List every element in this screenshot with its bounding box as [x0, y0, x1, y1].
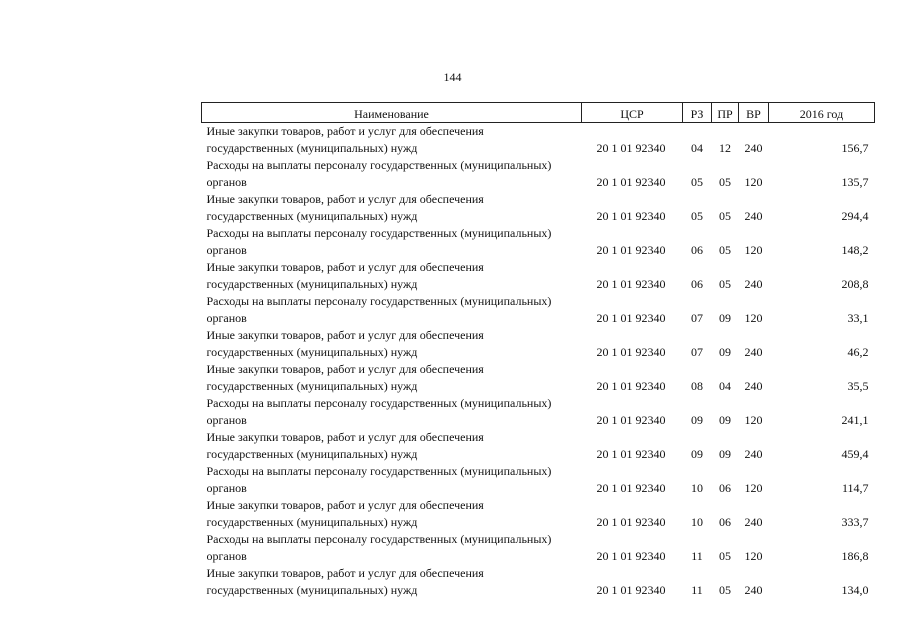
- table-row: [202, 497, 875, 531]
- row-name-cell: [202, 327, 582, 361]
- row-name-line2: государственных (муниципальных) нужд: [206, 141, 418, 155]
- table-row: [202, 463, 875, 497]
- row-name-cell: [202, 531, 582, 565]
- row-rz: 06: [691, 277, 703, 291]
- row-value: 208,8: [841, 277, 869, 291]
- table-row: [202, 123, 875, 158]
- row-csr: 20 1 01 92340: [596, 379, 666, 393]
- row-value: 114,7: [841, 481, 869, 495]
- row-vr: 120: [744, 175, 763, 189]
- row-pr: 06: [719, 481, 731, 495]
- budget-table-container: [201, 102, 874, 599]
- row-rz: 11: [691, 549, 703, 563]
- row-pr: 05: [719, 209, 731, 223]
- row-vr: 240: [744, 379, 763, 393]
- row-name-cell: [202, 157, 582, 191]
- row-rz: 04: [691, 141, 703, 155]
- row-name-line1: Иные закупки товаров, работ и услуг для обеспечения: [206, 124, 484, 138]
- row-name-line1: Иные закупки товаров, работ и услуг для обеспечения: [206, 362, 484, 376]
- row-name-line2: государственных (муниципальных) нужд: [206, 209, 418, 223]
- row-rz: 09: [691, 413, 703, 427]
- row-value: 186,8: [841, 549, 869, 563]
- row-name-cell: [202, 259, 582, 293]
- row-vr: 120: [744, 311, 763, 325]
- row-vr: 240: [744, 209, 763, 223]
- row-rz: 07: [691, 311, 703, 325]
- row-csr: 20 1 01 92340: [596, 481, 666, 495]
- row-rz: 07: [691, 345, 703, 359]
- row-name-cell: [202, 565, 582, 599]
- row-rz: 05: [691, 175, 703, 189]
- row-vr: 120: [744, 549, 763, 563]
- row-rz: 09: [691, 447, 703, 461]
- table-row: [202, 157, 875, 191]
- row-pr: 05: [719, 277, 731, 291]
- row-name-line2: государственных (муниципальных) нужд: [206, 277, 418, 291]
- row-csr: 20 1 01 92340: [596, 549, 666, 563]
- page-number: 144: [443, 70, 462, 84]
- row-rz: 06: [691, 243, 703, 257]
- row-rz: 11: [691, 583, 703, 597]
- table-row: [202, 327, 875, 361]
- row-name-line1: Иные закупки товаров, работ и услуг для обеспечения: [206, 430, 484, 444]
- row-name-line2: государственных (муниципальных) нужд: [206, 345, 418, 359]
- row-name-line1: Иные закупки товаров, работ и услуг для обеспечения: [206, 192, 484, 206]
- row-value: 459,4: [841, 447, 869, 461]
- row-vr: 240: [744, 141, 763, 155]
- row-name-line1: Расходы на выплаты персоналу государственных (муниципальных): [206, 226, 552, 240]
- row-rz: 10: [691, 515, 703, 529]
- row-name-line1: Иные закупки товаров, работ и услуг для обеспечения: [206, 498, 484, 512]
- table-row: [202, 191, 875, 225]
- row-name-cell: [202, 225, 582, 259]
- row-csr: 20 1 01 92340: [596, 447, 666, 461]
- row-pr: 05: [719, 243, 731, 257]
- row-name-cell: [202, 361, 582, 395]
- row-pr: 09: [719, 311, 731, 325]
- row-csr: 20 1 01 92340: [596, 311, 666, 325]
- row-csr: 20 1 01 92340: [596, 413, 666, 427]
- row-name-line2: органов: [206, 413, 247, 427]
- row-name-cell: [202, 123, 582, 158]
- row-name-line1: Расходы на выплаты персоналу государственных (муниципальных): [206, 464, 552, 478]
- row-vr: 120: [744, 413, 763, 427]
- row-vr: 240: [744, 515, 763, 529]
- row-pr: 06: [719, 515, 731, 529]
- row-value: 241,1: [841, 413, 869, 427]
- row-vr: 120: [744, 243, 763, 257]
- row-vr: 240: [744, 447, 763, 461]
- row-csr: 20 1 01 92340: [596, 141, 666, 155]
- row-pr: 09: [719, 447, 731, 461]
- row-name-line2: государственных (муниципальных) нужд: [206, 583, 418, 597]
- row-name-line2: органов: [206, 175, 247, 189]
- row-rz: 08: [691, 379, 703, 393]
- table-row: [202, 293, 875, 327]
- row-name-line1: Иные закупки товаров, работ и услуг для обеспечения: [206, 566, 484, 580]
- budget-table: [201, 102, 875, 599]
- row-rz: 10: [691, 481, 703, 495]
- row-name-line1: Расходы на выплаты персоналу государственных (муниципальных): [206, 532, 552, 546]
- row-vr: 240: [744, 583, 763, 597]
- row-pr: 12: [719, 141, 731, 155]
- row-name-line2: органов: [206, 243, 247, 257]
- row-value: 148,2: [841, 243, 869, 257]
- row-csr: 20 1 01 92340: [596, 583, 666, 597]
- row-vr: 240: [744, 345, 763, 359]
- row-name-line1: Расходы на выплаты персоналу государственных (муниципальных): [206, 294, 552, 308]
- row-name-line2: государственных (муниципальных) нужд: [206, 515, 418, 529]
- table-row: [202, 531, 875, 565]
- row-name-line1: Иные закупки товаров, работ и услуг для обеспечения: [206, 260, 484, 274]
- row-pr: 04: [719, 379, 731, 393]
- header-name: Наименование: [202, 103, 582, 123]
- table-body: [202, 123, 875, 600]
- table-row: [202, 429, 875, 463]
- table-header: [202, 103, 875, 123]
- header-rz: РЗ: [683, 103, 712, 123]
- header-pr: ПР: [712, 103, 739, 123]
- row-pr: 05: [719, 583, 731, 597]
- table-row: [202, 565, 875, 599]
- row-csr: 20 1 01 92340: [596, 209, 666, 223]
- row-name-cell: [202, 191, 582, 225]
- row-name-line1: Расходы на выплаты персоналу государственных (муниципальных): [206, 158, 552, 172]
- row-csr: 20 1 01 92340: [596, 243, 666, 257]
- row-csr: 20 1 01 92340: [596, 175, 666, 189]
- row-value: 333,7: [841, 515, 869, 529]
- row-value: 35,5: [847, 379, 869, 393]
- row-value: 33,1: [847, 311, 869, 325]
- row-pr: 05: [719, 549, 731, 563]
- row-pr: 05: [719, 175, 731, 189]
- row-name-line2: государственных (муниципальных) нужд: [206, 379, 418, 393]
- row-name-cell: [202, 429, 582, 463]
- row-csr: 20 1 01 92340: [596, 277, 666, 291]
- row-name-cell: [202, 293, 582, 327]
- row-name-cell: [202, 497, 582, 531]
- row-name-line2: органов: [206, 311, 247, 325]
- header-row: [202, 103, 875, 123]
- row-value: 46,2: [847, 345, 869, 359]
- row-value: 134,0: [841, 583, 869, 597]
- row-name-cell: [202, 463, 582, 497]
- header-csr: ЦСР: [582, 103, 683, 123]
- header-year: 2016 год: [769, 103, 875, 123]
- row-csr: 20 1 01 92340: [596, 515, 666, 529]
- row-name-line2: органов: [206, 481, 247, 495]
- table-row: [202, 225, 875, 259]
- row-name-cell: [202, 395, 582, 429]
- row-name-line1: Иные закупки товаров, работ и услуг для обеспечения: [206, 328, 484, 342]
- table-row: [202, 395, 875, 429]
- row-vr: 240: [744, 277, 763, 291]
- row-rz: 05: [691, 209, 703, 223]
- header-vr: ВР: [739, 103, 769, 123]
- row-pr: 09: [719, 413, 731, 427]
- row-name-line1: Расходы на выплаты персоналу государственных (муниципальных): [206, 396, 552, 410]
- table-row: [202, 259, 875, 293]
- row-csr: 20 1 01 92340: [596, 345, 666, 359]
- row-value: 135,7: [841, 175, 869, 189]
- row-vr: 120: [744, 481, 763, 495]
- row-value: 156,7: [841, 141, 869, 155]
- row-pr: 09: [719, 345, 731, 359]
- row-name-line2: государственных (муниципальных) нужд: [206, 447, 418, 461]
- table-row: [202, 361, 875, 395]
- row-name-line2: органов: [206, 549, 247, 563]
- row-value: 294,4: [841, 209, 869, 223]
